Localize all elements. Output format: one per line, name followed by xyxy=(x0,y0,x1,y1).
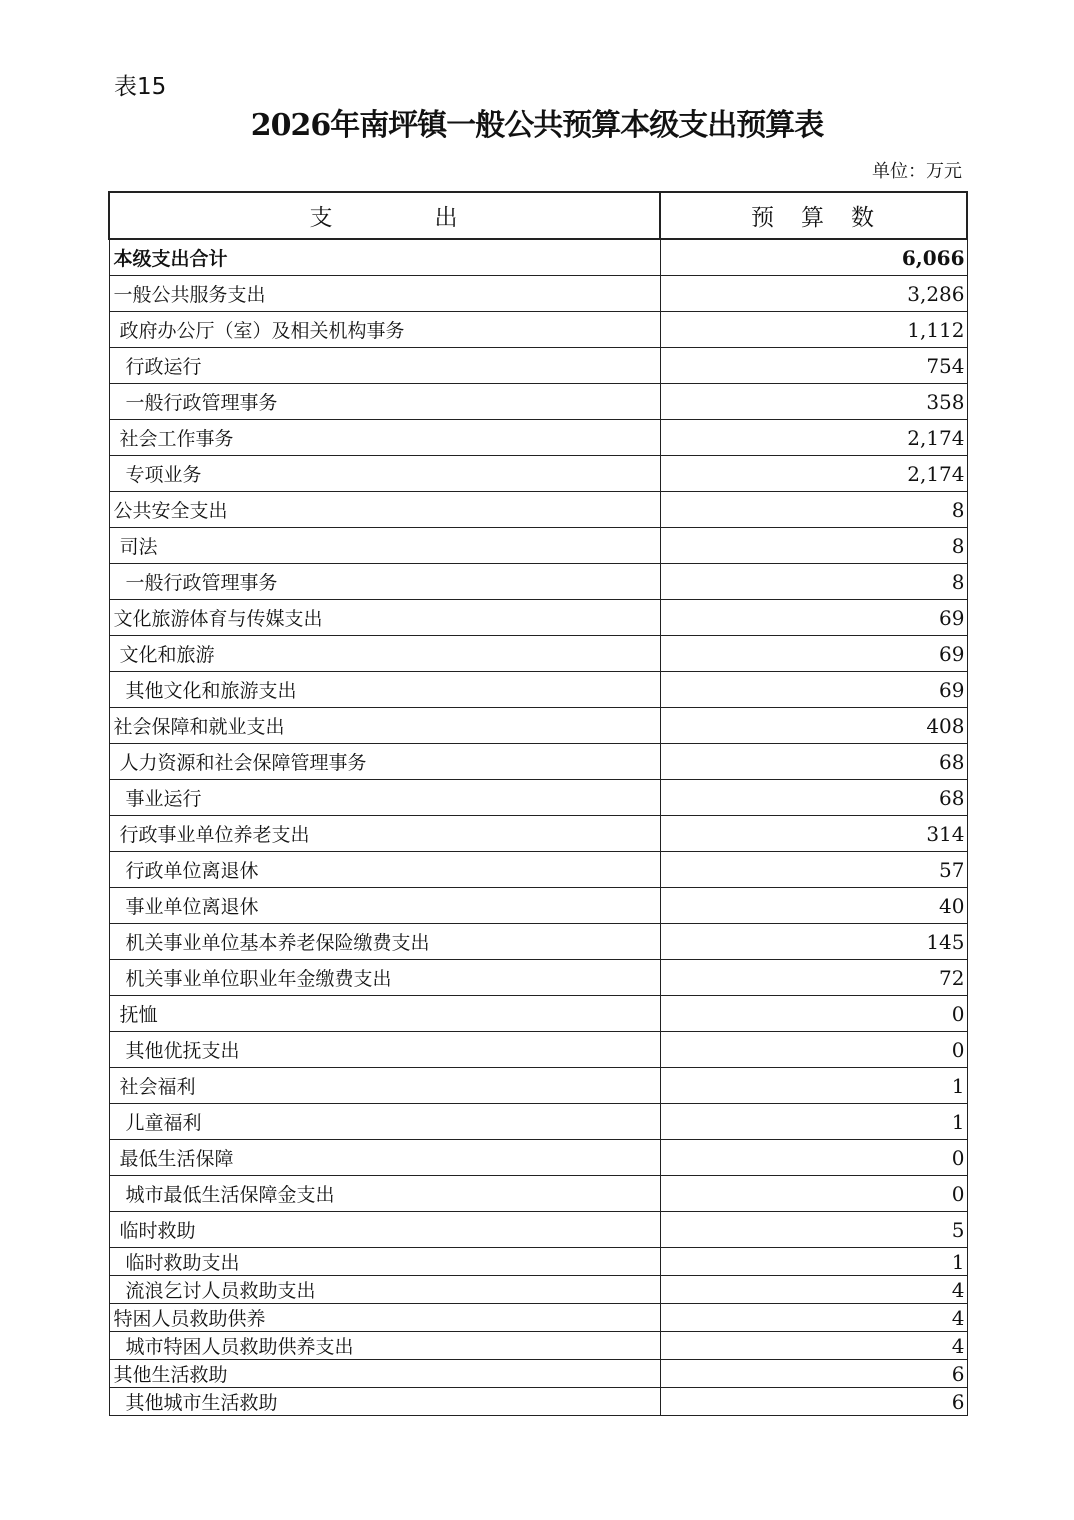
table-row xyxy=(109,564,967,600)
row-label: 司法 xyxy=(109,528,660,564)
table-row xyxy=(109,1032,967,1068)
row-amount: 2,174 xyxy=(660,420,967,456)
row-amount: 6 xyxy=(660,1388,967,1416)
table-row xyxy=(109,492,967,528)
row-label: 一般行政管理事务 xyxy=(109,384,660,420)
row-amount: 0 xyxy=(660,1032,967,1068)
row-amount: 8 xyxy=(660,528,967,564)
row-label: 文化和旅游 xyxy=(109,636,660,672)
row-amount: 1 xyxy=(660,1104,967,1140)
table-row xyxy=(109,420,967,456)
row-amount: 68 xyxy=(660,744,967,780)
row-amount: 0 xyxy=(660,1140,967,1176)
table-row xyxy=(109,780,967,816)
row-amount: 8 xyxy=(660,564,967,600)
row-amount: 6,066 xyxy=(660,239,967,276)
table-row xyxy=(109,636,967,672)
table-row xyxy=(109,1140,967,1176)
table-row xyxy=(109,1176,967,1212)
row-amount: 69 xyxy=(660,672,967,708)
table-row xyxy=(109,960,967,996)
row-amount: 408 xyxy=(660,708,967,744)
table-row xyxy=(109,1104,967,1140)
table-row xyxy=(109,1360,967,1388)
row-amount: 314 xyxy=(660,816,967,852)
table-row xyxy=(109,456,967,492)
row-label: 临时救助 xyxy=(109,1212,660,1248)
row-amount: 8 xyxy=(660,492,967,528)
row-amount: 40 xyxy=(660,888,967,924)
row-amount: 68 xyxy=(660,780,967,816)
table-row xyxy=(109,1212,967,1248)
row-amount: 69 xyxy=(660,636,967,672)
row-amount: 2,174 xyxy=(660,456,967,492)
row-amount: 0 xyxy=(660,996,967,1032)
table-number: 表15 xyxy=(114,74,167,100)
row-label: 最低生活保障 xyxy=(109,1140,660,1176)
table-row xyxy=(109,312,967,348)
table-row xyxy=(109,384,967,420)
row-label: 社会工作事务 xyxy=(109,420,660,456)
unit-label: 单位：万元 xyxy=(872,161,962,182)
row-amount: 4 xyxy=(660,1332,967,1360)
page-title: 2026年南坪镇一般公共预算本级支出预算表 xyxy=(250,108,824,143)
row-label: 公共安全支出 xyxy=(109,492,660,528)
row-label: 一般公共服务支出 xyxy=(109,276,660,312)
header-budget: 预 算 数 xyxy=(660,192,967,239)
row-label: 本级支出合计 xyxy=(109,239,660,276)
row-label: 流浪乞讨人员救助支出 xyxy=(109,1276,660,1304)
row-label: 其他文化和旅游支出 xyxy=(109,672,660,708)
row-label: 其他生活救助 xyxy=(109,1360,660,1388)
row-label: 行政单位离退休 xyxy=(109,852,660,888)
header-expenditure: 支 出 xyxy=(109,192,660,239)
row-label: 社会福利 xyxy=(109,1068,660,1104)
row-label: 一般行政管理事务 xyxy=(109,564,660,600)
row-label: 儿童福利 xyxy=(109,1104,660,1140)
row-amount: 145 xyxy=(660,924,967,960)
row-label: 其他优抚支出 xyxy=(109,1032,660,1068)
header-row xyxy=(109,192,967,239)
table-row xyxy=(109,744,967,780)
table-row xyxy=(109,528,967,564)
row-amount: 57 xyxy=(660,852,967,888)
row-amount: 69 xyxy=(660,600,967,636)
row-label: 政府办公厅（室）及相关机构事务 xyxy=(109,312,660,348)
row-amount: 4 xyxy=(660,1276,967,1304)
table-row xyxy=(109,1068,967,1104)
row-amount: 1,112 xyxy=(660,312,967,348)
row-amount: 0 xyxy=(660,1176,967,1212)
table-row xyxy=(109,924,967,960)
table-row xyxy=(109,816,967,852)
table-row xyxy=(109,672,967,708)
table-row xyxy=(109,888,967,924)
row-label: 社会保障和就业支出 xyxy=(109,708,660,744)
row-label: 行政运行 xyxy=(109,348,660,384)
row-label: 事业单位离退休 xyxy=(109,888,660,924)
row-amount: 3,286 xyxy=(660,276,967,312)
row-amount: 1 xyxy=(660,1068,967,1104)
row-label: 专项业务 xyxy=(109,456,660,492)
row-label: 文化旅游体育与传媒支出 xyxy=(109,600,660,636)
table-row xyxy=(109,852,967,888)
row-label: 机关事业单位基本养老保险缴费支出 xyxy=(109,924,660,960)
row-amount: 754 xyxy=(660,348,967,384)
budget-table xyxy=(108,191,968,1416)
table-row xyxy=(109,1304,967,1332)
row-amount: 358 xyxy=(660,384,967,420)
table-row xyxy=(109,1248,967,1276)
table-row xyxy=(109,1332,967,1360)
row-label: 行政事业单位养老支出 xyxy=(109,816,660,852)
table-row xyxy=(109,239,967,276)
table-row xyxy=(109,348,967,384)
table-row xyxy=(109,996,967,1032)
row-label: 事业运行 xyxy=(109,780,660,816)
row-amount: 1 xyxy=(660,1248,967,1276)
row-label: 城市特困人员救助供养支出 xyxy=(109,1332,660,1360)
table-row xyxy=(109,276,967,312)
row-amount: 72 xyxy=(660,960,967,996)
table-body xyxy=(109,239,967,1416)
row-label: 人力资源和社会保障管理事务 xyxy=(109,744,660,780)
row-label: 临时救助支出 xyxy=(109,1248,660,1276)
row-label: 特困人员救助供养 xyxy=(109,1304,660,1332)
row-amount: 4 xyxy=(660,1304,967,1332)
table-row xyxy=(109,600,967,636)
row-label: 机关事业单位职业年金缴费支出 xyxy=(109,960,660,996)
row-amount: 5 xyxy=(660,1212,967,1248)
table-row xyxy=(109,1276,967,1304)
row-amount: 6 xyxy=(660,1360,967,1388)
table-row xyxy=(109,1388,967,1416)
row-label: 抚恤 xyxy=(109,996,660,1032)
row-label: 城市最低生活保障金支出 xyxy=(109,1176,660,1212)
row-label: 其他城市生活救助 xyxy=(109,1388,660,1416)
table-row xyxy=(109,708,967,744)
